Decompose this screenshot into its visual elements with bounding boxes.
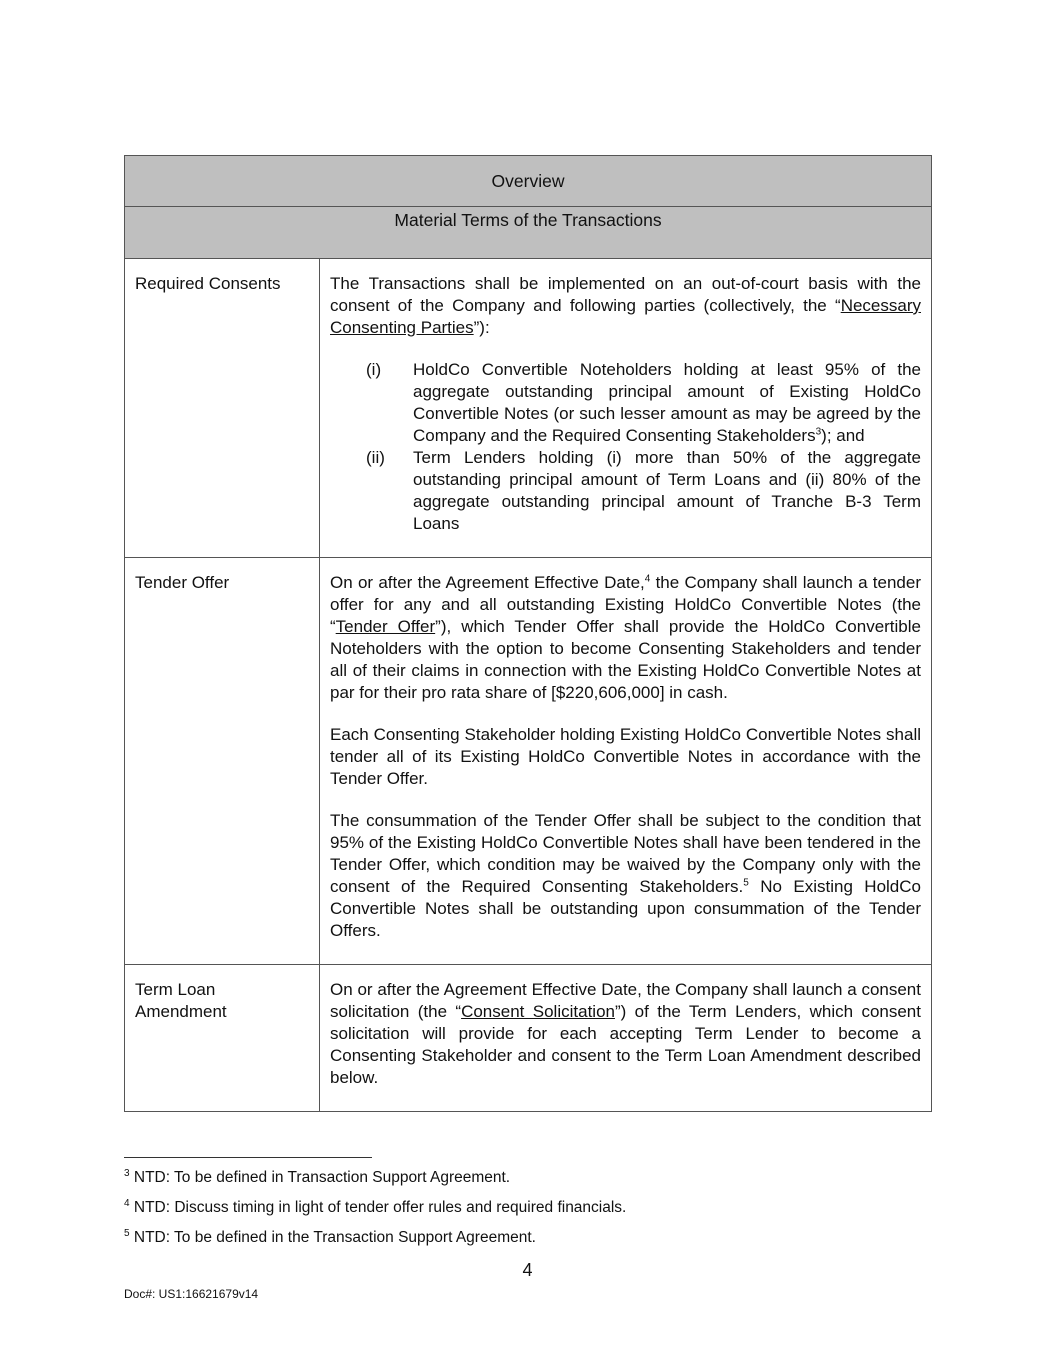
- text: On or after the Agreement Effective Date, the Company shall launch a consent solicitation (the “: [330, 980, 921, 1021]
- footnote-number: 5: [124, 1227, 130, 1239]
- consents-intro: [330, 273, 921, 339]
- text: the Company shall launch a tender offer for any and all outstanding Existing HoldCo Convertible Notes (the “: [330, 573, 921, 636]
- paragraph: [330, 810, 921, 942]
- list-item: [330, 359, 921, 447]
- row-label: Term Loan Amendment: [125, 965, 320, 1112]
- row-term-loan-amendment: [125, 965, 932, 1112]
- footnote-ref[interactable]: 4: [644, 573, 651, 585]
- footnote-text: NTD: To be defined in Transaction Support Agreement.: [129, 1169, 511, 1186]
- row-required-consents: [125, 259, 932, 558]
- list-text: Term Lenders holding (i) more than 50% of the aggregate outstanding principal amount of Term Loans and (ii) 80% of the aggregate outstanding principal amount of Tranche B-3 Term Loans: [413, 448, 921, 533]
- footnote: [124, 1169, 510, 1187]
- list-item: [330, 447, 921, 535]
- text: On or after the Agreement Effective Date,: [330, 573, 645, 592]
- text: No Existing HoldCo Convertible Notes shall be outstanding upon consummation of the Tender Offers.: [330, 877, 921, 940]
- text: ); and: [821, 426, 865, 445]
- defined-term: Consent Solicitation: [461, 1002, 615, 1021]
- footnote-text: NTD: Discuss timing in light of tender offer rules and required financials.: [129, 1199, 627, 1216]
- footnote-divider: [124, 1157, 372, 1158]
- row-body: [320, 965, 932, 1112]
- text: ”) of the Term Lenders, which consent solicitation will provide for each accepting Term Lender to become a Consenting Stakeholder and consent to the Term Loan Amendment described below.: [330, 1002, 921, 1087]
- footnote-ref[interactable]: 5: [743, 877, 749, 889]
- text: HoldCo Convertible Noteholders holding at least 95% of the aggregate outstanding principal amount of Existing HoldCo Convertible Notes (or such lesser amount as may be agreed by the Company and the Required Consenting Stakeholders: [413, 360, 921, 445]
- footnote-number: 3: [124, 1167, 130, 1179]
- material-terms-header: Material Terms of the Transactions: [125, 207, 932, 259]
- row-body: [320, 259, 932, 558]
- footnote: [124, 1199, 626, 1217]
- text: The consummation of the Tender Offer shall be subject to the condition that 95% of the Existing HoldCo Convertible Notes shall have been tendered in the Tender Offer, which condition may be waived by the Company only with the consent of the Required Consenting Stakeholders.: [330, 811, 921, 896]
- defined-term: Necessary Consenting Parties: [330, 296, 921, 337]
- doc-number: Doc#: US1:16621679v14: [124, 1287, 259, 1301]
- text: The Transactions shall be implemented on an out-of-court basis with the consent of the Company and following parties (collectively, the “: [330, 274, 921, 315]
- row-tender-offer: [125, 558, 932, 965]
- overview-header: Overview: [125, 156, 932, 207]
- footnote-ref[interactable]: 3: [815, 426, 822, 438]
- footnote-text: NTD: To be defined in the Transaction Support Agreement.: [129, 1229, 536, 1246]
- row-label: Tender Offer: [125, 558, 320, 965]
- row-body: [320, 558, 932, 965]
- paragraph: Each Consenting Stakeholder holding Existing HoldCo Convertible Notes shall tender all of its Existing HoldCo Convertible Notes in accordance with the Tender Offer.: [330, 725, 921, 788]
- page-number: 4: [522, 1260, 533, 1280]
- footnote: [124, 1229, 536, 1247]
- footnote-number: 4: [124, 1197, 130, 1209]
- terms-table: [124, 155, 932, 1112]
- paragraph: [330, 979, 921, 1089]
- list-number: (i): [366, 360, 382, 379]
- list-text: [413, 359, 921, 447]
- consent-list: [330, 359, 921, 535]
- row-label: Required Consents: [125, 259, 320, 558]
- text: ”):: [473, 318, 490, 337]
- list-number: (ii): [366, 448, 385, 467]
- text: ”), which Tender Offer shall provide the HoldCo Convertible Noteholders with the option to become Consenting Stakeholders and tender all of their claims in connection with the Existing HoldCo Convertible Notes at par for their pro rata share of [$220,606,000] in cash.: [330, 617, 921, 702]
- paragraph: [330, 572, 921, 704]
- defined-term: Tender Offer: [335, 617, 436, 636]
